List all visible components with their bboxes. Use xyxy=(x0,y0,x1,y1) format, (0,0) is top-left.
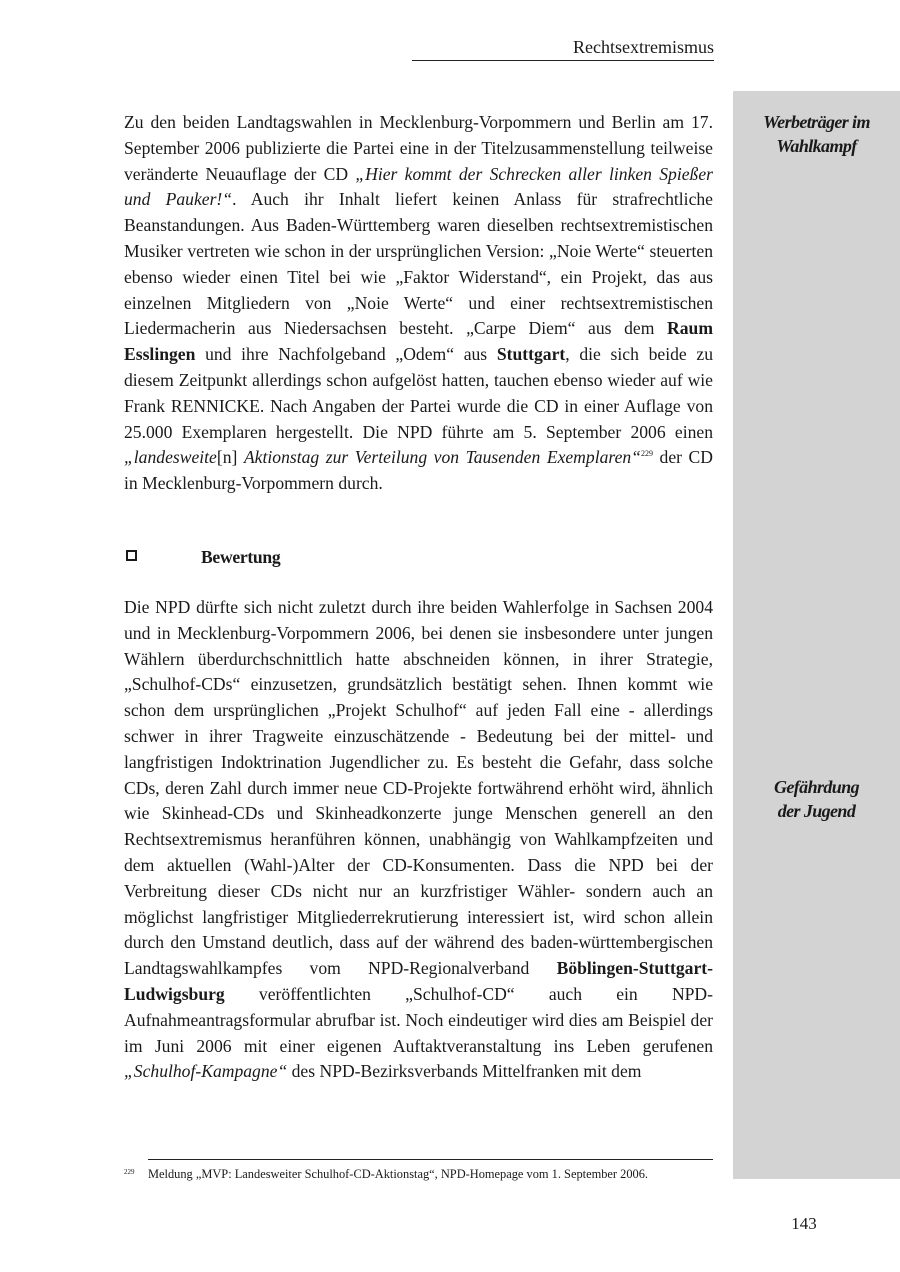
marginal-note-werbetraeger xyxy=(733,110,900,158)
marginal-note-column xyxy=(733,91,900,1179)
place-highlight: Böblingen-Stuttgart-Ludwigsburg xyxy=(124,958,713,1004)
body-paragraph-2 xyxy=(124,595,713,1085)
cd-title-quote: „Hier kommt der Schrecken aller linken Spießer und Pauker!“ xyxy=(124,163,714,210)
section-heading xyxy=(124,544,524,570)
checkbox-bullet-icon xyxy=(126,550,137,561)
footnote-rule xyxy=(148,1159,713,1160)
body-paragraph-1 xyxy=(124,110,713,497)
marginal-note-line: Werbeträger im xyxy=(763,112,870,132)
header-rule xyxy=(412,60,714,61)
page-number: 143 xyxy=(791,1214,817,1233)
marginal-note-line: Wahlkampf xyxy=(776,136,857,156)
footnote-text: Meldung „MVP: Landesweiter Schulhof-CD-Aktionstag“, NPD-Homepage vom 1. September 2006. xyxy=(148,1167,649,1181)
running-header: Rechtsextremismus xyxy=(573,37,714,57)
quote-italic: Aktionstag zur Verteilung von Tausenden Exemplaren“ xyxy=(243,447,641,468)
text-run: veröffentlichten „Schulhof-CD“ auch ein NPD-Aufnahmeantragsformular abrufbar ist. Noch eindeutiger wird dies am Beispiel der im Juni 2006 mit einer eigenen Auftaktveranstaltung ins Leben gerufenen xyxy=(124,983,713,1056)
footnote-reference[interactable]: 229 xyxy=(640,449,653,459)
text-run: Die NPD dürfte sich nicht zuletzt durch ihre beiden Wahlerfolge in Sachsen 2004 und in Mecklenburg-Vorpommern 2006, bei denen sie insbesondere unter jungen Wählern überdurchschnittlich hatte abschneiden können, in ihrer Strategie, „Schulhof-CDs“ einzusetzen, grundsätzlich bestätigt sehen. Ihnen kommt wie schon dem ursprünglichen „Projekt Schulhof“ auf jeden Fall eine - allerdings schwer in ihrer Tragweite einzuschätzende - Bedeutung bei der mittel- und langfristigen Indoktrination Jugendlicher zu. Es besteht die Gefahr, dass solche CDs, deren Zahl durch immer neue CD-Projekte fortwährend erhöht wird, ähnlich wie Skinhead-CDs und Skinheadkonzerte junge Menschen generell an den Rechtsextremismus heranführen können, unabhängig von Wahlkampfzeiten und dem aktuellen (Wahl-)Alter der CD-Konsumenten. Dass die NPD bei der Verbreitung dieser CDs nicht nur an kurzfristiger Wähler- sondern auch an möglichst langfristiger Mitgliederrekrutierung interessiert ist, wird schon allein durch den Umstand deutlich, dass auf der während des baden-württembergischen Landtagswahlkampfes vom NPD-Regionalverband xyxy=(124,597,713,979)
place-highlight: Stuttgart xyxy=(496,344,566,365)
quote-italic: „landesweite xyxy=(124,447,217,468)
marginal-note-gefaehrdung xyxy=(733,775,900,823)
text-run: des NPD-Bezirksverbands Mittelfranken mit dem xyxy=(287,1061,642,1082)
text-run: Zu den beiden Landtagswahlen in Mecklenburg-Vorpommern und Berlin am 17. September 2006 publizierte die Partei eine in der Titelzusammenstellung teilweise veränderte Neuauflage der CD xyxy=(124,112,713,184)
section-heading-label: Bewertung xyxy=(201,547,281,567)
marginal-note-line: Gefährdung xyxy=(773,777,860,797)
text-run: [n] xyxy=(216,447,244,468)
marginal-note-line: der Jugend xyxy=(777,801,856,821)
text-run: und ihre Nachfolgeband „Odem“ aus xyxy=(195,344,497,365)
text-run: . Auch ihr Inhalt liefert keinen Anlass für strafrechtliche Beanstandungen. Aus Baden-Württemberg waren dieselben rechtsextremistischen Musiker vertreten wie schon in der ursprünglichen Version: „Noie Werte“ steuerten ebenso wieder einen Titel bei wie „Faktor Widerstand“, ein Projekt, das aus einzelnen Mitgliedern von „Noie Werte“ und einer rechtsextremistischen Liedermacherin aus Niedersachsen besteht. „Carpe Diem“ aus dem xyxy=(124,189,713,339)
text-run: , die sich beide zu diesem Zeitpunkt allerdings schon aufgelöst hatten, tauchen ebenso wieder auf wie Frank RENNICKE. Nach Angaben der Partei wurde die CD in einer Auflage von 25.000 Exemplaren hergestellt. Die NPD führte am 5. September 2006 einen xyxy=(124,344,713,442)
quote-italic: „Schulhof-Kampagne“ xyxy=(124,1061,288,1082)
footnote-number: 229 xyxy=(124,1168,135,1176)
text-run: der CD in Mecklenburg-Vorpommern durch. xyxy=(124,447,713,494)
place-highlight: Raum Esslingen xyxy=(124,318,713,365)
